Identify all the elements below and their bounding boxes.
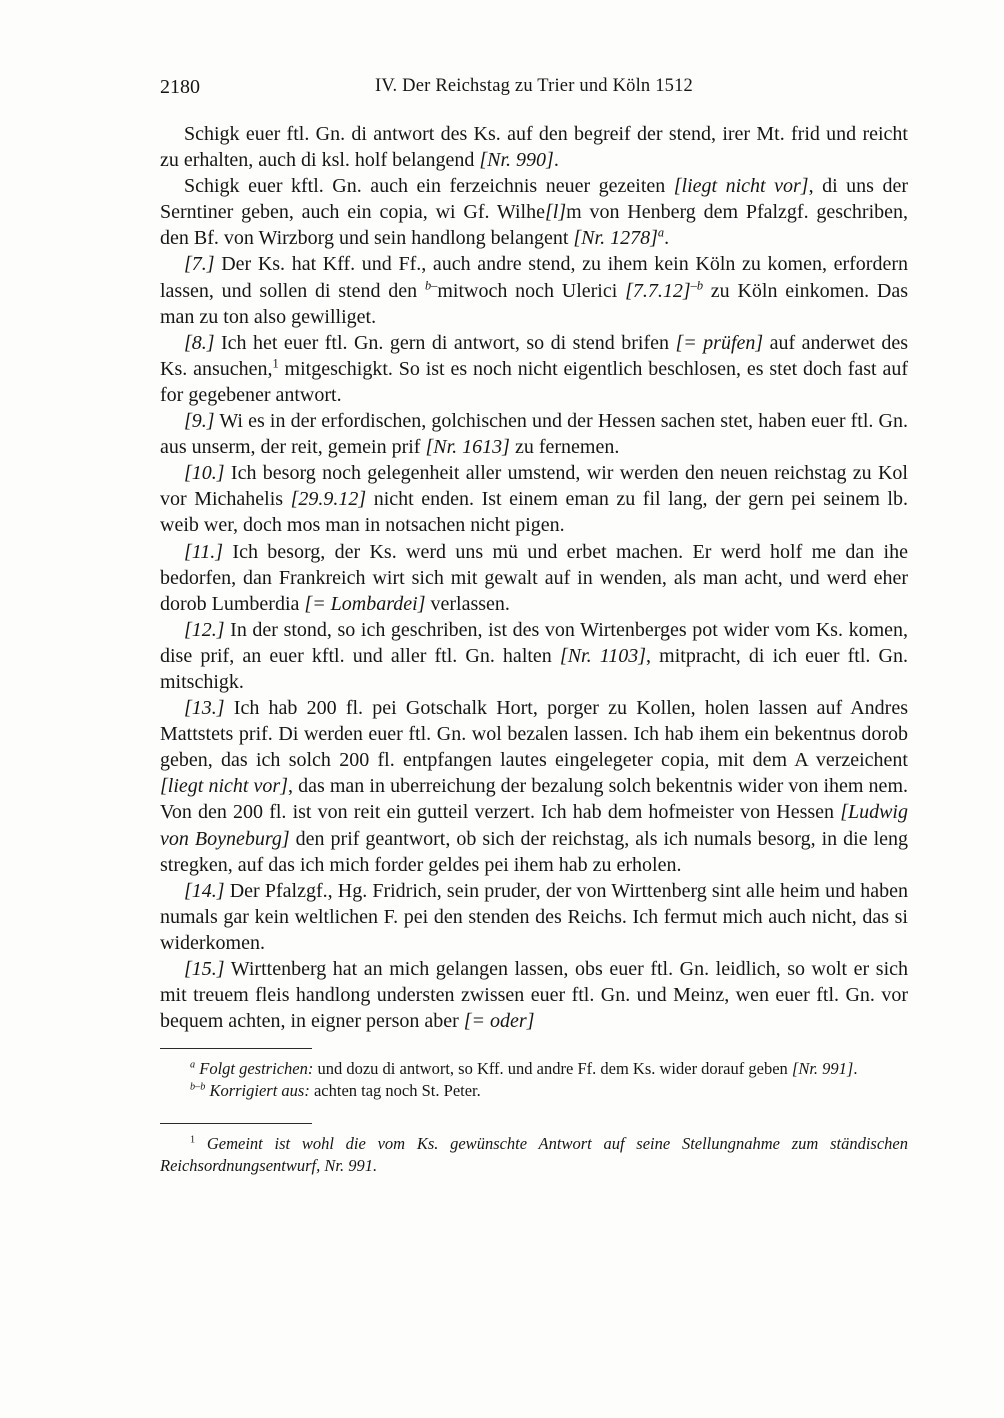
- critical-notes: [160, 1058, 908, 1102]
- footnote-separator: [160, 1123, 312, 1124]
- paragraph: [13.] Ich hab 200 fl. pei Gotschalk Hort, porger zu Kollen, holen lassen auf Andres Mattstets prif. Di werden euer ftl. Gn. wol bezalen lassen. Ich hab ihem ein bekentnus dorob geben, das ich solch 200 fl. entpfangen lautes eingelegeter copia, mit dem A verzeichent [liegt nicht vor], das man in uberreichung der bezalung solch bekentnis wider von ihem nem. Von den 200 fl. ist von reit ein gutteil verzert. Ich hab dem hofmeister von Hessen [Ludwig von Boyneburg] den prif geantwort, ob sich der reichstag, als ich numals besorg, in die leng stregken, auf das ich mich forder geldes pei ihem hab zu erholen.: [160, 697, 908, 876]
- paragraph: [8.] Ich het euer ftl. Gn. gern di antwort, so di stend brifen [= prüfen] auf anderwet des Ks. ansuchen,$^1$ mitgeschigkt. So ist es noch nicht eigentlich beschlosen, es stet doch fast auf for gegebener antwort.: [160, 331, 909, 406]
- paragraph: Schigk euer kftl. Gn. auch ein ferzeichnis neuer gezeiten [liegt nicht vor], di uns der Serntiner geben, auch ein copia, wi Gf. Wilhe[l]m von Henberg dem Pfalzgf. geschriben, den Bf. von Wirzborg und sein handlong belangent [Nr. 1278]$^a$.: [160, 175, 909, 250]
- paragraph: [9.] Wi es in der erfordischen, golchischen und der Hessen sachen stet, haben euer ftl. Gn. aus unserm, der reit, gemein prif [Nr. 1613] zu fernemen.: [160, 410, 908, 459]
- footnote-separator: [160, 1048, 312, 1049]
- paragraph: [11.] Ich besorg, der Ks. werd uns mü und erbet machen. Er werd holf me dan ihe bedorfen, dan Frankreich wirt sich mit gewalt auf in wenden, als man acht, und werd eher dorob Lumberdia [= Lombardei] verlassen.: [160, 540, 908, 615]
- running-title: IV. Der Reichstag zu Trier und Köln 1512: [374, 76, 694, 96]
- paragraph: Schigk euer ftl. Gn. di antwort des Ks. auf den begreif der stend, irer Mt. frid und reicht zu erhalten, auch di ksl. holf belangend [Nr. 990].: [160, 123, 908, 172]
- paragraph: [14.] Der Pfalzgf., Hg. Fridrich, sein pruder, der von Wirttenberg sint alle heim und haben numals gar kein weltlichen F. pei den stenden des Reichs. Ich fermut mich auch nicht, das si widerkomen.: [160, 879, 908, 954]
- text-block: [160, 76, 908, 1177]
- body-text: [160, 121, 908, 1034]
- critical-note: $^{b-b}$ Korrigiert aus: achten tag noch St. Peter.: [190, 1081, 481, 1101]
- paragraph: [7.] Der Ks. hat Kff. und Ff., auch andre stend, zu ihem kein Köln zu komen, erfordern lassen, und sollen di stend den $^{b-}$mitwoch noch Ulerici $[7.7.12]^{-b}$ zu Köln einkomen. Das man zu ton also gewilliget.: [160, 253, 908, 328]
- footnote: $^1$ Gemeint ist wohl die vom Ks. gewünschte Antwort auf seine Stellungnahme zum ständischen Reichsordnungsentwurf, Nr. 991.: [160, 1133, 908, 1175]
- page-number: 2180: [160, 76, 200, 98]
- page-header: [160, 76, 908, 104]
- numeric-footnotes: [160, 1133, 908, 1177]
- paragraph: [10.] Ich besorg noch gelegenheit aller umstend, wir werden den neuen reichstag zu Kol vor Michahelis [29.9.12] nicht enden. Ist einem eman zu fil lang, der gern pei seinem lb. weib wer, doch mos man in notsachen nicht pigen.: [160, 462, 908, 537]
- critical-note: $^a$ Folgt gestrichen: und dozu di antwort, so Kff. und andre Ff. dem Ks. wider dorauf geben [Nr. 991].: [190, 1059, 858, 1079]
- paragraph: [12.] In der stond, so ich geschriben, ist des von Wirtenberges pot wider vom Ks. komen, dise prif, an euer kftl. und aller ftl. Gn. halten [Nr. 1103], mitpracht, di ich euer ftl. Gn. mitschigk.: [160, 618, 908, 693]
- footnote-apparatus: [160, 1048, 908, 1177]
- paragraph: [15.] Wirttenberg hat an mich gelangen lassen, obs euer ftl. Gn. leidlich, so wolt er sich mit treuem fleis handlong understen zwissen euer ftl. Gn. und Meinz, wen euer ftl. Gn. vor bequem achten, in eigner person aber [= oder]: [160, 958, 908, 1033]
